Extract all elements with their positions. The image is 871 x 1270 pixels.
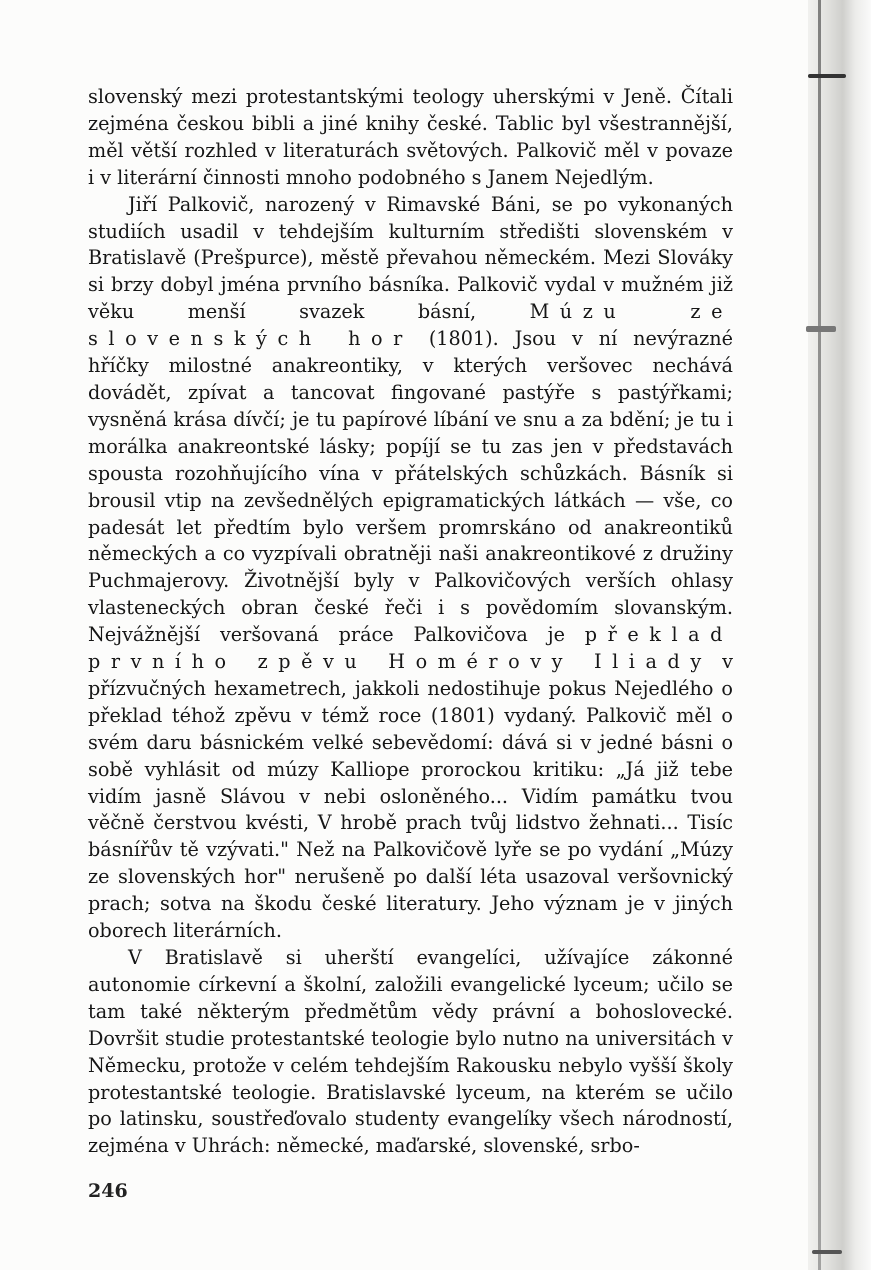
binding-thread [806, 326, 836, 332]
binding-thread [808, 74, 846, 78]
text-segment: V Bratislavě si uherští evangelíci, užívajíce zákonné autonomie církevní a školní, založili evangelické lyceum; učilo se tam také některým předmětům vědy právní a bohoslovecké. Dovršit studie protestantské teologie bylo nutno na universitách v Německu, protože v celém tehdejším Rakousku nebylo vyšší školy protestantské teologie. Bratislavské lyceum, na kterém se učilo po latinsku, soustřeďovalo studenty evangelíky všech národností, zejména v Uhrách: německé, maďarské, slovenské, srbo- [88, 946, 733, 1158]
text-segment: Jiří Palkovič, narozený v Rimavské Báni, se po vykonaných studiích usadil v tehdejším kulturním středišti slovenském v Bratislavě (Prešpurce), městě převahou německém. Mezi Slováky si brzy dobyl jména prvního básníka. Palkovič vydal v mužném již věku menší svazek básní, [88, 192, 733, 324]
paragraph [88, 84, 733, 192]
spaced-title: Múzu ze slovenských hor [88, 300, 733, 351]
page-number: 246 [88, 1180, 128, 1202]
body-text [88, 84, 733, 1160]
text-segment: slovenský mezi protestantskými teology uherskými v Jeně. Čítali zejména českou bibli a jiné knihy české. Tablic byl všestrannější, měl větší rozhled v literaturách světových. Palkovič měl v povaze i v literární činnosti mnoho podobného s Janem Nejedlým. [88, 85, 733, 189]
paragraph [88, 945, 733, 1160]
text-segment: (1801). Jsou v ní nevýrazné hříčky milostné anakreontiky, v kterých veršovec nechává dovádět, zpívat a tancovat fingované pastýře s pastýřkami; vysněná krása dívčí; je tu papírové líbání ve snu a za bdění; je tu i morálka anakreontské lásky; popíjí se tu zas jen v představách spousta rozohňujícího vína v přátelských schůzkách. Básník si brousil vtip na zevšednělých epigramatických látkách — vše, co padesát let předtím bylo veršem promrskáno od anakreontiků německých a co vyzpívali obratněji naši anakreontikové z družiny Puchmajerovy. Životnější byly v Palkovičových verších ohlasy vlasteneckých obran české řeči i s povědomím slovanským. Nejvážnější veršovaná práce Palkovičova je [88, 327, 733, 647]
page-edge-shadow [818, 0, 821, 1270]
spaced-title: překlad prvního zpěvu Homérovy Iliady [88, 623, 733, 674]
text-segment: v přízvučných hexametrech, jakkoli nedostihuje pokus Nejedlého o překlad téhož zpěvu v témž roce (1801) vydaný. Palkovič měl o svém daru básnickém velké sebevědomí: dává si v jedné básni o sobě vyhlásit od múzy Kalliope prorockou kritiku: „Já již tebe vidím jasně Slávou v nebi osloněného... Vidím památku tvou věčně čerstvou kvésti, V hrobě prach tvůj lidstvo žehnati... Tisíc básnířův tě vzývati." Než na Palkovičově lyře se po vydání „Múzy ze slovenských hor" nerušeně po další léta usazoval veršovnický prach; sotva na škodu české literatury. Jeho význam je v jiných oborech literárních. [88, 650, 733, 943]
paragraph [88, 192, 733, 945]
binding-thread [812, 1250, 842, 1254]
